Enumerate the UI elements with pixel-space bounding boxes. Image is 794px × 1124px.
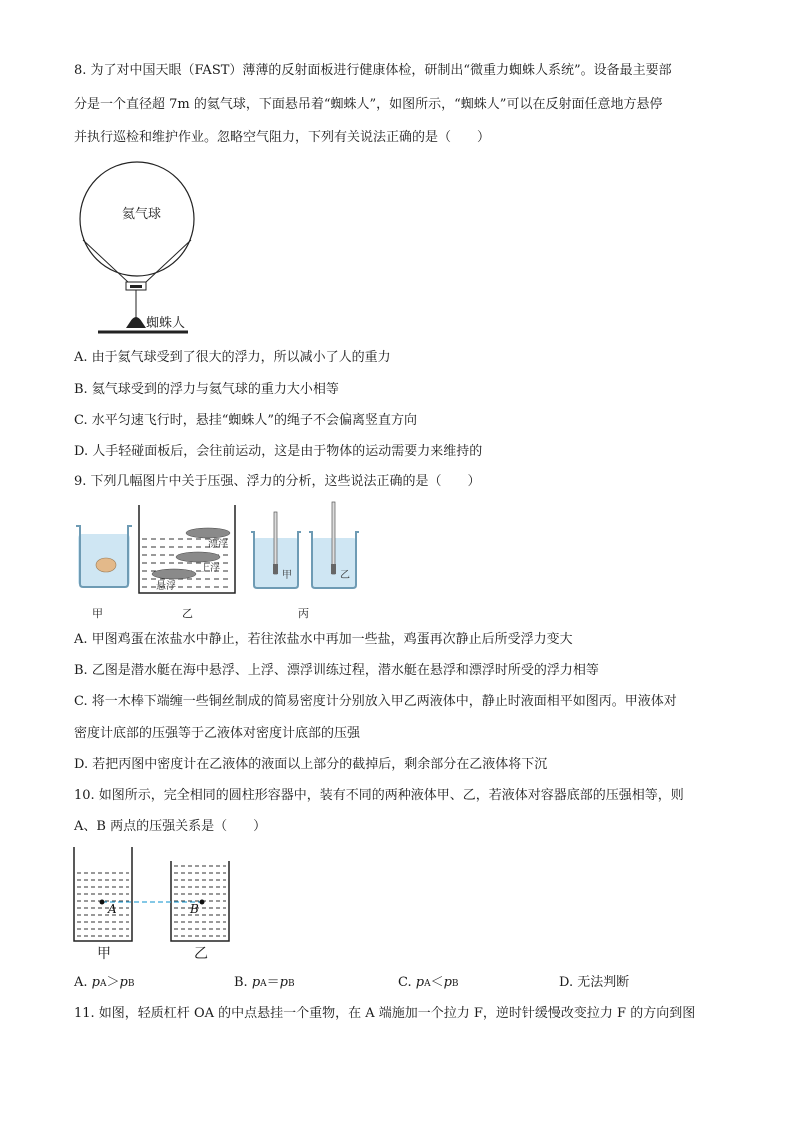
q8-stem-line-3: 并执行巡检和维护作业。忽略空气阻力，下列有关说法正确的是（ ）	[74, 130, 491, 145]
q8-option-b: B. 氦气球受到的浮力与氦气球的重力大小相等	[74, 382, 339, 397]
q9-figure-jia	[74, 520, 134, 588]
q8-option-c: C. 水平匀速飞行时，悬挂“蜘蛛人”的绳子不会偏离竖直方向	[74, 413, 418, 428]
q9-caption-jia: 甲	[92, 607, 103, 620]
point-b-label: B	[190, 902, 199, 916]
spider-label: 蜘蛛人	[146, 316, 186, 331]
q8-stem-line-2: 分是一个直径超 7m 的氦气球，下面悬吊着“蜘蛛人”，如图所示，“蜘蛛人”可以在反射面任意地方悬停	[74, 97, 663, 112]
pressure-symbol: p	[119, 975, 128, 990]
q8-stem-line-1: 8. 为了对中国天眼（FAST）薄薄的反射面板进行健康体检，研制出“微重力蜘蛛人系统”。设备最主要部	[74, 63, 672, 78]
option-prefix: C.	[398, 975, 416, 990]
spider-man	[126, 317, 146, 328]
subscript: B	[288, 979, 295, 989]
subscript: A	[99, 979, 107, 989]
q9-caption-bing: 丙	[298, 607, 309, 620]
q10-caption-jia: 甲	[97, 946, 111, 962]
pressure-symbol: p	[415, 975, 425, 990]
q10-stem-line-2: A、B 两点的压强关系是（ ）	[74, 819, 267, 834]
q9-figure-yi	[138, 505, 238, 595]
q8-option-a: A. 由于氦气球受到了很大的浮力，所以减小了人的重力	[74, 350, 391, 365]
relation: ＜	[430, 975, 444, 990]
point-a-label: A	[108, 902, 117, 916]
q9-option-c-line-1: C. 将一木棒下端缠一些铜丝制成的简易密度计分别放入甲乙两液体中，静止时液面相平如图丙。甲液体对	[74, 694, 677, 709]
beaker-jia-label: 甲	[282, 570, 292, 581]
balloon-label: 氦气球	[122, 207, 162, 222]
q9-stem: 9. 下列几幅图片中关于压强、浮力的分析，这些说法正确的是（ ）	[74, 474, 481, 489]
submarine-icon	[152, 569, 196, 579]
option-prefix: B.	[234, 975, 252, 990]
q9-caption-yi: 乙	[182, 607, 193, 620]
label-piaofu: 漂浮	[208, 539, 228, 550]
point-b	[200, 900, 205, 905]
q8-balloon-figure	[68, 160, 218, 342]
pressure-symbol: p	[91, 975, 100, 990]
q9-option-a: A. 甲图鸡蛋在浓盐水中静止，若往浓盐水中再加一些盐，鸡蛋再次静止后所受浮力变大	[74, 632, 573, 647]
q9-option-c-line-2: 密度计底部的压强等于乙液体对密度计底部的压强	[74, 726, 361, 741]
egg-icon	[96, 558, 116, 572]
beaker-yi-label: 乙	[340, 570, 350, 581]
relation: ＝	[266, 975, 280, 990]
q10-container-figure	[72, 847, 238, 943]
pressure-symbol: p	[251, 975, 261, 990]
q9-figure-bing	[248, 500, 363, 592]
densimeter-2	[332, 502, 335, 574]
label-xuanfu: 悬浮	[156, 581, 176, 592]
pressure-symbol: p	[443, 975, 452, 990]
relation: ＞	[106, 975, 120, 990]
q10-option-c	[398, 974, 459, 993]
q10-option-d: D. 无法判断	[559, 975, 630, 990]
subscript: B	[127, 979, 135, 989]
submarine-icon	[186, 528, 230, 538]
q10-option-a	[74, 974, 134, 993]
q9-option-d: D. 若把丙图中密度计在乙液体的液面以上部分的截掉后，剩余部分在乙液体将下沉	[74, 757, 548, 772]
pressure-symbol: p	[279, 975, 288, 990]
point-a	[100, 900, 105, 905]
submarine-icon	[176, 552, 220, 562]
subscript: B	[451, 979, 459, 989]
q10-stem-line-1: 10. 如图所示，完全相同的圆柱形容器中，装有不同的两种液体甲、乙，若液体对容器底部的压强相等，则	[74, 788, 684, 803]
q11-stem: 11. 如图，轻质杠杆 OA 的中点悬挂一个重物，在 A 端施加一个拉力 F，逆时针缓慢改变拉力 F 的方向到图	[74, 1006, 696, 1021]
subscript: A	[260, 979, 267, 989]
label-shangfu: 上浮	[200, 563, 220, 574]
q9-option-b: B. 乙图是潜水艇在海中悬浮、上浮、漂浮训练过程，潜水艇在悬浮和漂浮时所受的浮力相等	[74, 663, 599, 678]
option-prefix: A.	[74, 975, 92, 990]
q8-option-d: D. 人手轻碰面板后，会往前运动，这是由于物体的运动需要力来维持的	[74, 444, 483, 459]
q10-caption-yi: 乙	[194, 946, 208, 962]
q10-option-b	[234, 974, 295, 993]
subscript: A	[424, 979, 431, 989]
